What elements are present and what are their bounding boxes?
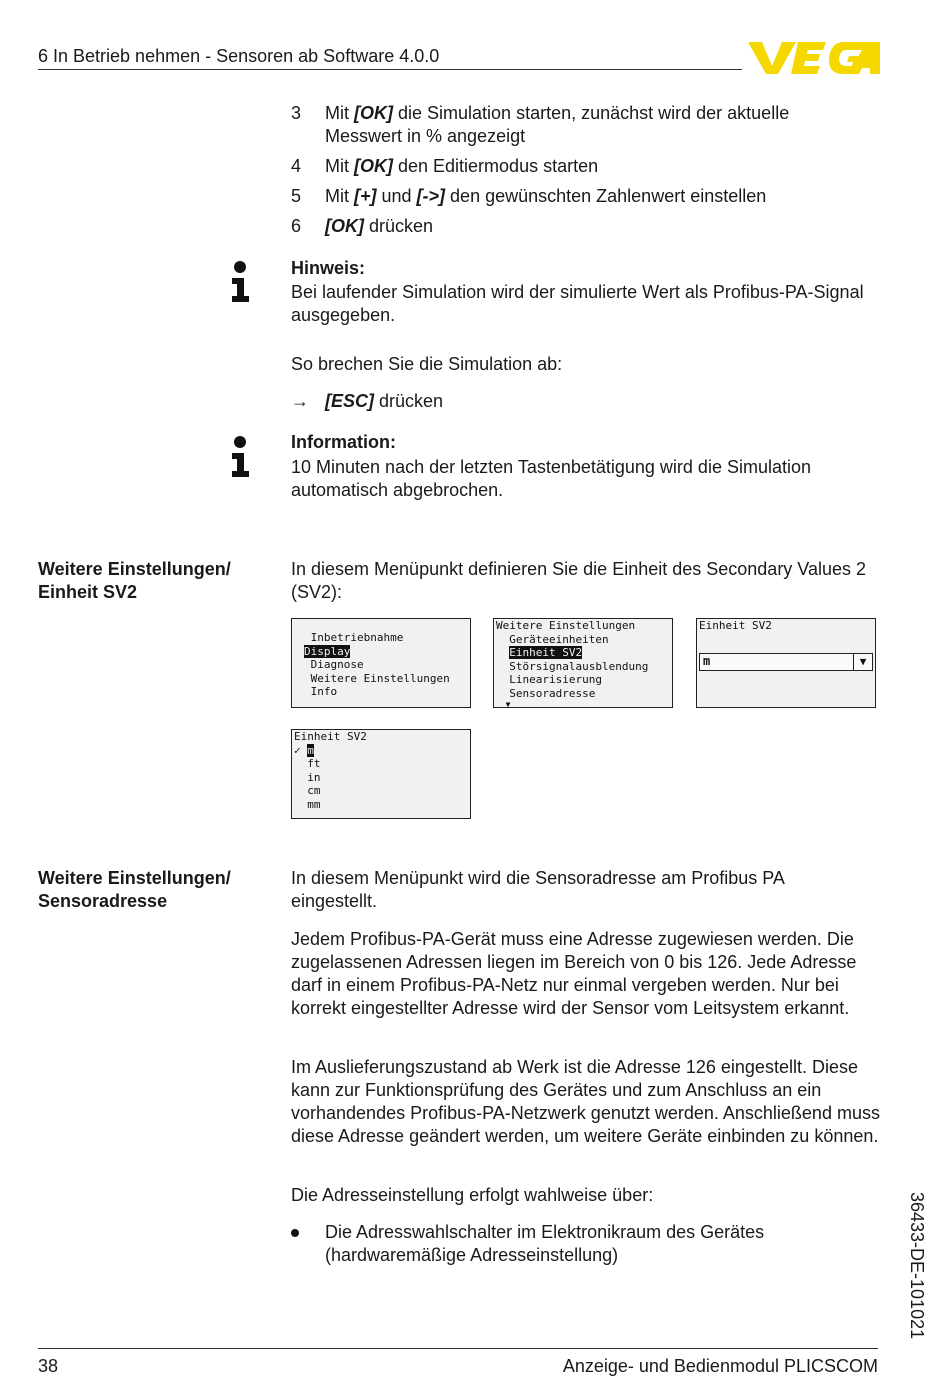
info-title: Information: bbox=[291, 432, 396, 452]
option: mm bbox=[307, 797, 321, 811]
note-title: Hinweis: bbox=[291, 258, 366, 278]
info-text: 10 Minuten nach der letzten Tastenbetätigung wird die Simulation automatisch abgebrochen. bbox=[291, 457, 811, 500]
document-code: 36433-DE-101021 bbox=[907, 1192, 927, 1340]
footer-rule bbox=[38, 1348, 878, 1349]
unit-select bbox=[699, 653, 873, 671]
menu-item: Inbetriebnahme bbox=[304, 631, 404, 644]
option-selected: ✓ m bbox=[294, 743, 314, 757]
option: ft bbox=[307, 757, 321, 770]
menu-item: Weitere Einstellungen bbox=[304, 671, 450, 685]
header-rule bbox=[38, 69, 742, 70]
page-number: 38 bbox=[38, 1356, 59, 1376]
bullet-text: Die Adresswahlschalter im Elektronikraum des Gerätes (hardwaremäßige Adresseinstellung) bbox=[325, 1222, 765, 1265]
step-number: 4 bbox=[291, 156, 302, 176]
cancel-step: [ESC] drücken bbox=[325, 391, 444, 411]
step-3 bbox=[291, 102, 851, 148]
section-heading-einheit-sv2: Weitere Einstellungen/ Einheit SV2 bbox=[38, 559, 231, 602]
section-text: In diesem Menüpunkt definieren Sie die Einheit des Secondary Values 2 (SV2): bbox=[291, 559, 867, 602]
section-heading-sensoradresse: Weitere Einstellungen/ Sensoradresse bbox=[38, 868, 231, 911]
step-4 bbox=[291, 155, 851, 178]
lcd-title: Einheit SV2 bbox=[294, 730, 367, 743]
paragraph-4: Die Adresseinstellung erfolgt wahlweise über: bbox=[291, 1185, 654, 1205]
lcd-main-menu bbox=[291, 618, 471, 708]
info-icon bbox=[229, 260, 251, 304]
menu-title: Weitere Einstellungen bbox=[496, 619, 636, 632]
step-text: Mit [+] und [->] den gewünschten Zahlenwert einstellen bbox=[325, 186, 767, 206]
lcd-einheit-sv2-combo bbox=[696, 618, 876, 708]
step-number: 5 bbox=[291, 186, 302, 206]
menu-item-selected: Display bbox=[304, 644, 351, 658]
vega-logo bbox=[748, 38, 880, 76]
bullet-icon bbox=[291, 1229, 299, 1237]
menu-item: Geräteeinheiten bbox=[496, 632, 609, 646]
menu-item-selected: Einheit SV2 bbox=[509, 646, 583, 659]
step-text: Mit [OK] die Simulation starten, zunächst wird der aktuelle Messwert in % angezeigt bbox=[325, 103, 790, 146]
paragraph-2: Jedem Profibus-PA-Gerät muss eine Adresse zugewiesen werden. Die zugelassenen Adressen liegen im Bereich von 0 bis 126. Jede Adresse darf in einem Profibus-PA-Netz nur einmal vergeben werden. Nur bei korrekt eingestellter Adresse wird der Sensor vom Leitsystem erkannt. bbox=[291, 929, 857, 1018]
menu-item: Linearisierung bbox=[496, 673, 602, 686]
header-title: 6 In Betrieb nehmen - Sensoren ab Software 4.0.0 bbox=[38, 46, 440, 66]
menu-item: Störsignalausblendung bbox=[496, 659, 649, 673]
option: cm bbox=[307, 784, 321, 797]
lcd-einheit-sv2-list bbox=[291, 729, 471, 819]
note-text: Bei laufender Simulation wird der simulierte Wert als Profibus-PA-Signal ausgegeben. bbox=[291, 282, 864, 325]
option: in bbox=[307, 770, 321, 784]
arrow-icon: → bbox=[291, 391, 309, 411]
paragraph-3: Im Auslieferungszustand ab Werk ist die Adresse 126 eingestellt. Diese kann zur Funktionsprüfung des Gerätes und zum Anschluss an ein vorhandendes Profibus-PA-Netzwerk genutzt werden. Anschließend muss diese Adresse geändert werden, um weitere Geräte einbinden zu können. bbox=[291, 1057, 880, 1146]
step-text: [OK] drücken bbox=[325, 216, 434, 236]
paragraph-1: In diesem Menüpunkt wird die Sensoradresse am Profibus PA eingestellt. bbox=[291, 868, 784, 911]
step-text: Mit [OK] den Editiermodus starten bbox=[325, 156, 599, 176]
scroll-down-icon: ▼ bbox=[496, 700, 511, 708]
cancel-instruction: So brechen Sie die Simulation ab: bbox=[291, 354, 563, 374]
lcd-weitere-einstellungen bbox=[493, 618, 673, 708]
step-5 bbox=[291, 185, 851, 208]
lcd-title: Einheit SV2 bbox=[699, 619, 772, 632]
step-number: 6 bbox=[291, 216, 302, 236]
menu-item: Diagnose bbox=[304, 658, 364, 671]
unit-value: m bbox=[703, 654, 711, 668]
menu-item: Info bbox=[304, 685, 338, 698]
step-6 bbox=[291, 215, 851, 238]
step-number: 3 bbox=[291, 103, 302, 123]
check-icon: ✓ bbox=[294, 743, 301, 757]
menu-item: Sensoradresse bbox=[496, 686, 596, 700]
dropdown-arrow-icon: ▼ bbox=[853, 654, 872, 670]
footer-title: Anzeige- und Bedienmodul PLICSCOM bbox=[562, 1356, 878, 1376]
info-icon bbox=[229, 435, 251, 479]
